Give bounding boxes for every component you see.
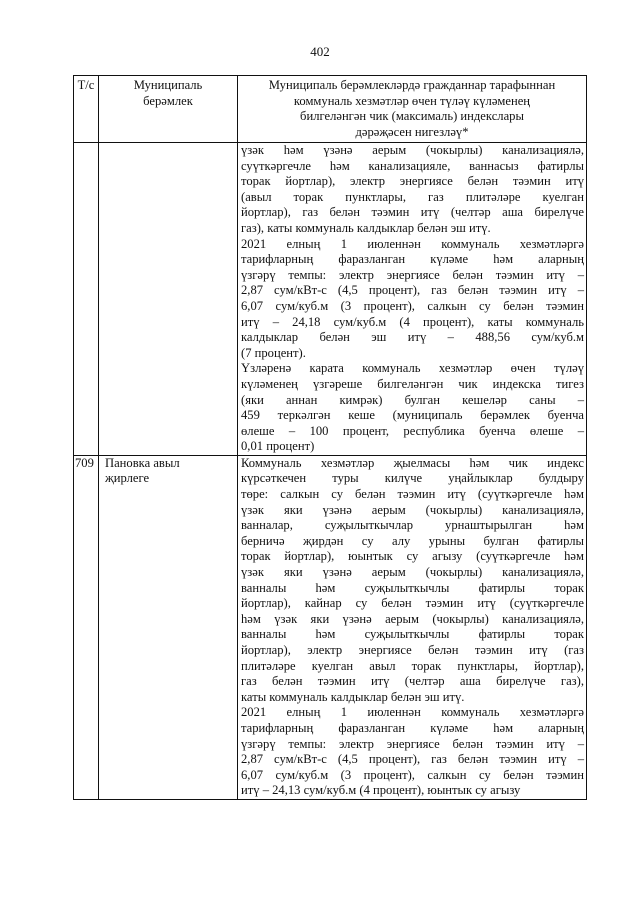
description-line: күләменең үзгәреше билгеләнгән чик индекска тигез bbox=[241, 376, 584, 391]
header-description-line: Муниципаль берәмлекләрдә гражданнар тарафыннан bbox=[268, 78, 556, 92]
table-row bbox=[74, 143, 587, 456]
header-number: Т/с bbox=[74, 76, 99, 143]
description-line: (яки аннан кимрәк) булган кешеләр саны – bbox=[241, 392, 584, 407]
header-description-line: билгеләнгән чик (максималь) индекслары bbox=[300, 109, 524, 124]
municipality-line: җирлеге bbox=[105, 471, 150, 486]
description-paragraph bbox=[241, 143, 584, 237]
description-line: берничә җирдән су алу урыны булган фатирлы bbox=[241, 533, 584, 548]
description-paragraph bbox=[241, 456, 584, 706]
description-line: төре: салкын су белән тәэмин итү (суүткәргечле һәм bbox=[241, 487, 584, 502]
description-line: йортлар), кайнар су белән тәэмин итү (суүткәргечле bbox=[241, 596, 584, 611]
description-line: газ), каты коммуналь калдыклар белән эш итү. bbox=[241, 220, 491, 235]
description-line: Үзләренә карата коммуналь хезмәтләр өчен түләү bbox=[241, 361, 584, 376]
row-number bbox=[74, 143, 99, 456]
header-description bbox=[238, 76, 587, 143]
description-line: ванналы һәм суҗылыткычлы фатирлы торак bbox=[241, 627, 584, 642]
header-municipality-line: берәмлек bbox=[143, 93, 193, 108]
description-line: йортлар), электр энергиясе белән тәэмин итү (газ bbox=[241, 643, 584, 657]
description-line: үзәк яки үзәнә аерым (чокырлы) канализациялә, bbox=[241, 502, 584, 517]
municipality-line: Пановка авыл bbox=[105, 455, 180, 470]
header-description-line: дәрәҗәсен нигезләү* bbox=[355, 124, 469, 139]
description-line: Коммуналь хезмәтләр җыелмасы һәм чик индекс bbox=[241, 455, 584, 470]
description-line: һәм үзәк яки үзәнә аерым (чокырлы) канализациялә, bbox=[241, 611, 584, 626]
description-line: 2021 елның 1 июленнән коммуналь хезмәтләргә bbox=[241, 236, 584, 251]
description-line: күрсәткечен туры килүче уңайлыклар булдыру bbox=[241, 471, 584, 486]
description-line: газ белән тәэмин итү (челтәр аша бирелүче газ), bbox=[241, 674, 584, 689]
header-municipality-line: Муниципаль bbox=[133, 78, 203, 92]
description-paragraph bbox=[241, 361, 584, 455]
description-line: ванналар, суҗылыткычлар урнаштырылган һәм bbox=[241, 518, 584, 533]
row-description bbox=[238, 143, 587, 456]
description-line: үзгәрү темпы: электр энергиясе белән тәэмин итү – bbox=[241, 736, 584, 751]
description-line: каты коммуналь калдыклар белән эш итү. bbox=[241, 689, 465, 704]
description-line: итү – 24,13 сум/куб.м (4 процент), юынтык су агызу bbox=[241, 783, 521, 798]
description-line: (7 процент). bbox=[241, 345, 306, 360]
description-line: үзәк яки үзәнә аерым (чокырлы) канализациялә, bbox=[241, 565, 584, 580]
description-line: суүткәргечле һәм канализацияле, ваннасыз фатирлы bbox=[241, 158, 584, 173]
row-municipality bbox=[99, 455, 238, 799]
description-line: 0,01 процент) bbox=[241, 439, 315, 454]
description-line: торак йортлар), юынтык су агызу (суүткәргечле һәм bbox=[241, 549, 584, 564]
table-header-row bbox=[74, 76, 587, 143]
description-line: йортлар), газ белән тәэмин итү (челтәр аша бирелүче bbox=[241, 205, 584, 220]
indices-table bbox=[73, 75, 587, 800]
row-description bbox=[238, 455, 587, 799]
header-municipality bbox=[99, 76, 238, 143]
description-line: 2,87 сум/кВт-с (4,5 процент), газ белән тәэмин итү – bbox=[241, 283, 584, 298]
description-line: плитәләре куелган авыл торак пунктлары, йортлар), bbox=[241, 658, 584, 673]
description-line: 2021 елның 1 июленнән коммуналь хезмәтләргә bbox=[241, 705, 584, 720]
header-description-line: коммуналь хезмәтләр өчен түләү күләменең bbox=[293, 93, 531, 108]
description-paragraph bbox=[241, 705, 584, 799]
description-line: өлеше – 100 процент, республика буенча өлеше – bbox=[241, 423, 584, 438]
description-line: 459 теркәлгән кеше (муниципаль берәмлек буенча bbox=[241, 408, 584, 423]
description-line: (авыл торак пунктлары, газ плитәләре куелган bbox=[241, 189, 584, 204]
description-line: үзгәрү темпы: электр энергиясе белән тәэмин итү – bbox=[241, 267, 584, 282]
description-line: тарифларның фаразланган күләме һәм аларның bbox=[241, 720, 584, 735]
row-municipality bbox=[99, 143, 238, 456]
description-line: ванналы һәм суҗылыткычлы фатирлы торак bbox=[241, 580, 584, 595]
row-number: 709 bbox=[74, 455, 99, 799]
description-line: 6,07 сум/куб.м (3 процент), салкын су белән тәэмин bbox=[241, 298, 584, 313]
description-line: тарифларның фаразланган күләме һәм аларның bbox=[241, 252, 584, 267]
description-line: үзәк һәм үзәнә аерым (чокырлы) канализациялә, bbox=[241, 143, 584, 157]
description-line: 6,07 сум/куб.м (3 процент), салкын су белән тәэмин bbox=[241, 767, 584, 782]
description-line: 2,87 сум/кВт-с (4,5 процент), газ белән тәэмин итү – bbox=[241, 752, 584, 767]
page-number: 402 bbox=[310, 44, 330, 59]
description-paragraph bbox=[241, 237, 584, 362]
table-row bbox=[74, 455, 587, 799]
description-line: итү – 24,18 сум/куб.м (4 процент), каты коммуналь bbox=[241, 314, 584, 329]
description-line: калдыклар белән эш итү – 488,56 сум/куб.м bbox=[241, 330, 584, 345]
description-line: торак йортлар), электр энергиясе белән тәэмин итү bbox=[241, 174, 584, 189]
